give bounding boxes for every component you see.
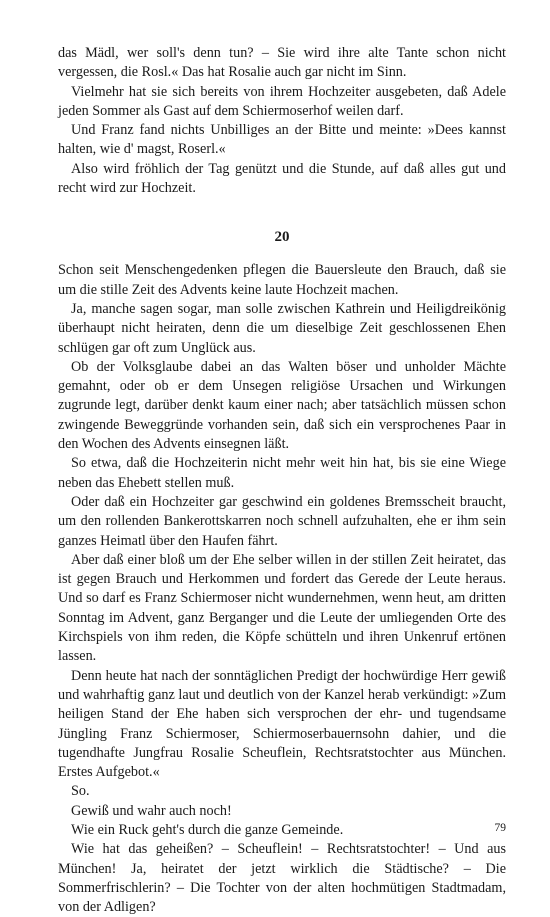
paragraph: das Mädl, wer soll's denn tun? – Sie wird ihre alte Tante schon nicht vergessen, die Rosl.« Das hat Rosalie auch gar nicht im Sinn.: [58, 45, 506, 81]
paragraph: Schon seit Menschengedenken pflegen die Bauersleute den Brauch, daß sie um die stille Zeit des Advents keine laute Hochzeit machen.: [58, 262, 506, 298]
paragraph: Wie hat das geheißen? – Scheuflein! – Rechtsratstochter! – Und aus München! Ja, heiratet der jetzt wirklich die Städtische? – Die Sommerfrischlerin? – Die Tochter von der alten hochmütigen Stadtmadam, von der Adligen?: [58, 841, 506, 916]
chapter-body: [58, 261, 506, 917]
paragraph: Aber daß einer bloß um der Ehe selber willen in der stillen Zeit heiratet, das ist gegen Brauch und Herkommen und fordert das Gerede der Leute heraus. Und so darf es Franz Schiermoser nicht wundernehmen, wenn heut, am dritten Sonntag im Advent, ganz Berganger und die Leute der umliegenden Orte des Kirchspiels von ihm reden, die Köpfe schütteln und ihren Unkenruf ertönen lassen.: [58, 551, 506, 665]
paragraph: Vielmehr hat sie sich bereits von ihrem Hochzeiter ausgebeten, daß Adele jeden Sommer als Gast auf dem Schiermoserhof weilen darf.: [58, 83, 506, 119]
paragraph: Ja, manche sagen sogar, man solle zwischen Kathrein und Heiligdreikönig überhaupt nicht heiraten, denn die um dieselbige Zeit geschlossenen Ehen schlügen gar oft zum Unglück aus.: [58, 300, 506, 356]
paragraph: Und Franz fand nichts Unbilliges an der Bitte und meinte: »Dees kannst halten, wie d' magst, Roserl.«: [58, 122, 506, 158]
paragraph: Wie ein Ruck geht's durch die ganze Gemeinde.: [71, 821, 344, 838]
chapter-number: 20: [274, 229, 290, 246]
paragraph: Gewiß und wahr auch noch!: [71, 802, 232, 819]
paragraph: Also wird fröhlich der Tag genützt und die Stunde, auf daß alles gut und recht wird zur Hochzeit.: [58, 160, 506, 197]
previous-chapter-ending: [58, 44, 506, 198]
page-number: 79: [494, 822, 506, 834]
paragraph: Oder daß ein Hochzeiter gar geschwind ein goldenes Bremsscheit braucht, um den rollenden Bankerottskarren noch schnell aufzuhalten, ehe er ihm sein ganzes Heimatl über den Haufen fährt.: [58, 493, 506, 549]
book-page: [58, 44, 506, 917]
paragraph: Denn heute hat nach der sonntäglichen Predigt der hochwürdige Herr gewiß und wahrhaftig ganz laut und deutlich von der Kanzel herab verkündigt: »Zum heiligen Stand der Ehe haben sich versprochen der ehr- und tugendsame Jüngling Franz Schiermoser, Schiermoserbauernsohn dahier, und die tugendhafte Jungfrau Rosalie Scheuflein, Rechtsratstochter aus München. Erstes Aufgebot.«: [58, 667, 506, 781]
paragraph: Ob der Volksglaube dabei an das Walten böser und unholder Mächte gemahnt, oder ob er dem Unsegen religiöse Ursachen und Wirkungen zugrunde legt, darüber denkt kaum einer nach; aber tatsächlich müssen schon zwingende Beweggründe vorhanden sein, daß sich ein versprochenes Paar in den Wochen des Advents einsegnen läßt.: [58, 358, 506, 453]
paragraph: So etwa, daß die Hochzeiterin nicht mehr weit hin hat, bis sie eine Wiege neben das Ehebett stellen muß.: [58, 455, 506, 491]
paragraph: So.: [71, 783, 90, 800]
